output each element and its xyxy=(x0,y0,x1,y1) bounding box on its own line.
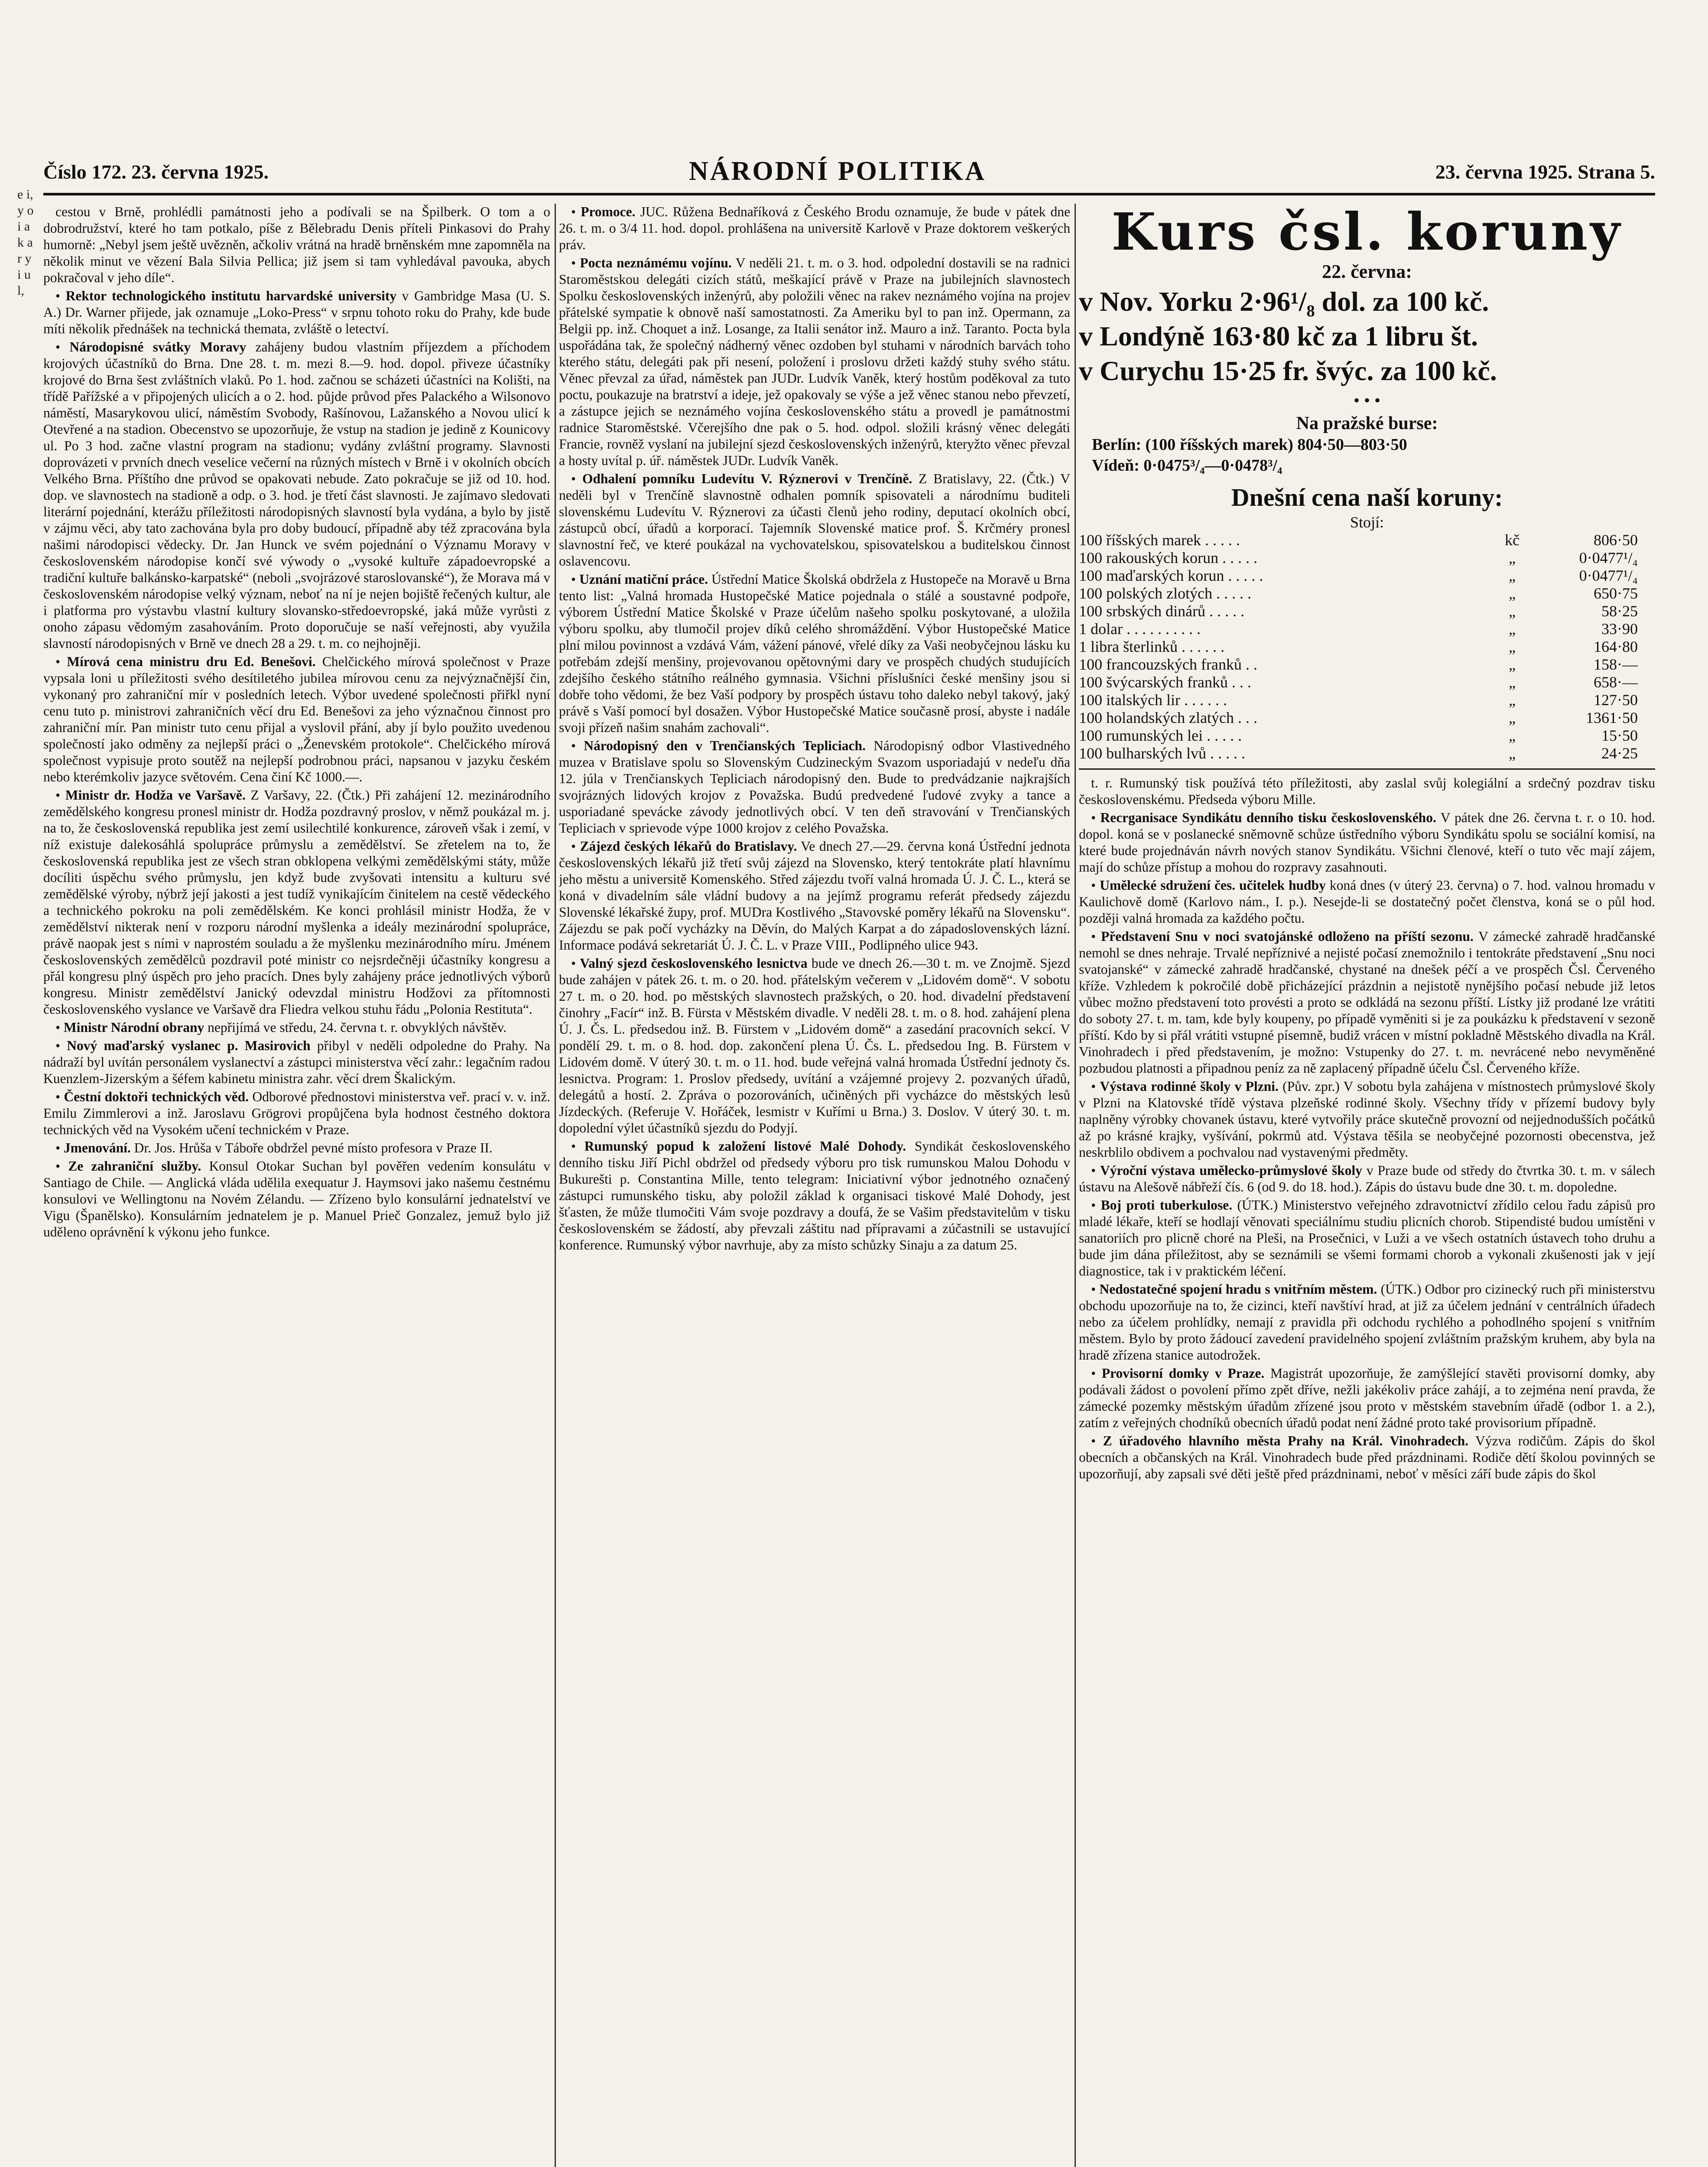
article: • Národopisný den v Trenčianských Tepliciach. Národopisný odbor Vlastivedného muzea v Bratislave spolu so Slovenským Cudzineckým Svazom usporiadajú v nedeľu dňa 12. júla v Trenčianskych Tepliciach národopisný den. Bude to predvádzanie najkrajších svojrázných lidových krojov z Považska. Budú predvedené ľudové zvyky a tance a usporiadané spevácke závody jednotlivých obcí. V ten deň stravování v Trenčianských Tepliciach v sprievode výpe 1000 krojov z celého Považska. xyxy=(559,738,1070,836)
rate-item: 100 polských zlotých . . . . . xyxy=(1079,585,1251,602)
column-3-articles xyxy=(1079,775,1655,1482)
article-body: cestou v Brně, prohlédli památnosti jeho a podívali se na Špilberk. O tom a o dobrodružství, které ho tam potkalo, píše z Bělebradu Denis příteli Pinkasovi do Prahy humorně: „Nebyl jsem ještě uvězněn, ačkoliv vrátná na hradě brněnském mne zapomněla na několik minut ve vězení Bala Silvia Pellica; již jsem si tam vyhledával pavouka, abych pokračoval v jeho díle“. xyxy=(43,204,550,285)
exchange-rate-date: 22. června: xyxy=(1322,261,1412,282)
article-headline: Zájezd českých lékařů do Bratislavy. xyxy=(580,839,797,854)
rate-item: 100 italských lir . . . . . . xyxy=(1079,691,1227,709)
article-headline: Boj proti tuberkulose. xyxy=(1101,1197,1232,1213)
article: • Čestní doktoři technických věd. Odborové přednostovi ministerstva veř. prací v. v. inž. Emilu Zimmlerovi a inž. Jaroslavu Grögrovi propůjčena byla hodnost čestného doktora technických věd na Vysokém učení technickém v Praze. xyxy=(43,1089,550,1137)
article-body: zahájeny budou vlastním příjezdem a příchodem krojových účastníků do Brna. Dne 28. t. m. mezi 8.—9. hod. dopol. přiveze účastníky krojové do Brna šest zvláštních vlaků. Po 1. hod. začnou se scházeti účastníci na Kolišti, na třídě Pařížské a v připojených ulicích a o 2. hod. půjde průvod přes Palackého a Wilsonovo náměstí, Masarykovou ulicí, náměstím Svobody, Rašínovou, Lažanského a Novou ulicí k Otevřené a na stadion. Obecenstvo se upozorňuje, že vstup na stadion je jedině z Kounicovy ul. Po 3 hod. začne vlastní program na stadionu; vydány zvláštní programy. Slavnosti doprovázeti v prvních dnech veselice večerní na různých místech v Brně i v okolních obcích Velkého Brna. Příštího dne průvod se opakovati nebude. Zato pokračuje se již od 10. hod. dop. ve slavnostech na stadioně a odp. o 3. hod. je třetí část slavnosti. Je zajímavo sledovati literární pojednání, kterážu příležitosti národopisných slavností byla vydána, a bylo by jistě v zájmu věci, aby tato zachována byla pro doby budoucí, případně aby též zpracována byla našimi národopisci vědecky. Dr. Jan Hunck ve svém pojednání o Významu Moravy v československém národopise končí své výwody o „vysoké kultuře západoevropské a tradiční kultuře balkánsko-karpatské“ (neboli „svojrázové staroslovanské“), že Morava má v československém národopise velký význam, neboť na ní je nejen bojiště řečených kultur, ale i platforma pro výstavbu vlastní kultury slovansko-středoevropské, jaká může vyrůsti z onoho zápasu vědomým zasahováním. Proto doporučuje se naší veřejnosti, aby využila slavností národopisných v Brně ve dnech 28 a 29. t. m. co nejhojněji. xyxy=(43,339,550,651)
article-body: Magistrát upozorňuje, že zamýšlející stavěti provisorní domky, aby podávali žádost o povolení přímo zpět dříve, nežli jakékoliv práce zahájí, a to zejména není pravda, že zámecké pozemky městským úřadům zřízené jsou proto v městském stavebním úřadě (odbor 1. a 2.), zatím z veřejných chodníků obecních úřadů podat není žádné proto také provisorium případně. xyxy=(1079,1366,1655,1430)
rate-unit: „ xyxy=(1509,674,1516,691)
rate-value: 33·90 xyxy=(1601,620,1638,638)
rate-unit: kč xyxy=(1505,531,1520,549)
rate-item: 100 rumunských lei . . . . . xyxy=(1079,727,1242,744)
article: • Národopisné svátky Moravy zahájeny budou vlastním příjezdem a příchodem krojových účastníků do Brna. Dne 28. t. m. mezi 8.—9. hod. dopol. přiveze účastníky krojové do Brna šest zvláštních vlaků. Po 1. hod. začnou se scházeti účastníci na Kolišti, na třídě Pařížské a v připojených ulicích a o 2. hod. půjde průvod přes Palackého a Wilsonovo náměstí, Masarykovou ulicí, náměstím Svobody, Rašínovou, Lažanského a Novou ulicí k Otevřené a na stadion. Obecenstvo se upozorňuje, že vstup na stadion je jedině z Kounicovy ul. Po 3 hod. začne vlastní program na stadionu; vydány zvláštní programy. Slavnosti doprovázeti v prvních dnech veselice večerní na různých místech v Brně i v okolních obcích Velkého Brna. Příštího dne průvod se opakovati nebude. Zato pokračuje se již od 10. hod. dop. ve slavnostech na stadioně a odp. o 3. hod. je třetí část slavnosti. Je zajímavo sledovati literární pojednání, kterážu příležitosti národopisných slavností byla vydána, a bylo by jistě v zájmu věci, aby tato zachována byla pro doby budoucí, případně aby též zpracována byla našimi národopisci vědecky. Dr. Jan Hunck ve svém pojednání o Významu Moravy v československém národopise končí své výwody o „vysoké kultuře západoevropské a tradiční kultuře balkánsko-karpatské“ (neboli „svojrázové staroslovanské“), že Morava má v československém národopise velký význam, neboť na ní je nejen bojiště řečených kultur, ale i platforma pro výstavbu vlastní kultury slovansko-středoevropské, jaká může vyrůsti z onoho zápasu vědomým zasahováním. Proto doporučuje se naší veřejnosti, aby využila slavností národopisných v Brně ve dnech 28 a 29. t. m. co nejhojněji. xyxy=(43,339,550,651)
article-body: v Praze bude od středy do čtvrtka 30. t. m. v sálech ústavu na Alešově nábřeží čís. 6 (od 9. do 18. hod.). Zápis do ústavu bude dne 30. t. m. dopoledne. xyxy=(1079,1163,1655,1194)
article-headline: Rektor technologického institutu harvardské university xyxy=(65,288,397,303)
article-body: Výzva rodičům. Zápis do škol obecních a občanských na Král. Vinohradech bude před prázdninami. Rodiče dětí školou povinných se upozorňují, aby zapsali své děti ještě před prázdninami, neboť v měsíci září bude zápis do škol xyxy=(1079,1433,1655,1481)
rate-item: 1 libra šterlinků . . . . . . xyxy=(1079,638,1224,655)
article: • Ministr Národní obrany nepřijímá ve středu, 24. června t. r. obvyklých návštěv. xyxy=(55,1020,507,1035)
article-headline: Nový maďarský vyslanec p. Masirovich xyxy=(67,1038,311,1053)
rate-value: 164·80 xyxy=(1594,638,1638,655)
article: • Uznání matiční práce. Ústřední Matice Školská obdržela z Hustopeče na Moravě u Brna tento list: „Valná hromada Hustopečské Matice pojednala o stálé a soustavné podpoře, výborem Ústřední Matice Školské v Praze účelům našeho spolku poskytované, a uložila výboru spolku, aby tlumočil projev díků celého shromáždění. Výbor Hustopečské Matice plní milou povinnost a vzdává Vám, vážení pánové, vřelé díky za Vaši neobyčejnou lásku ku potřebám zdejší menšiny, projevovanou opětovnými dary ve prospěch chudých studujících zdejšího českého státního reálného gymnasia. Všichni příslušníci české menšiny jsou si dobře toho vědomi, že bez Vaší podpory by prospěch ústavu toho daleko nebyl takový, jaký právě s Vaší pomocí byl dosažen. Výbor Hustopečské Matice současně prosí, abyste i nadále svoji přízeň našim snahám zachovali“. xyxy=(559,572,1070,735)
article: • Mírová cena ministru dru Ed. Benešovi. Chelčického mírová společnost v Praze vypsala loni u příležitosti svého desítiletého jubilea mírovou cenu za nejvýznačnější čin, vykonaný pro zahraniční mír v posledních letech. Výbor uvedené společnosti přiřkl nyní cenu tuto p. ministrovi zahraničních věcí dru Ed. Benešovi za jeho význačnou činnost pro zahraniční mír. Pan ministr tuto cenu přijal a vyslovil přání, aby jí bylo použito uvedenou společností jako odměny za nejlepší práci o „Ženevském protokole“. Chelčického mírová společnost vypisuje proto soutěž na nejlepší podrobnou práci, napsanou v jazyku českém nebo kterémkoliv jazyce světovém. Cena činí Kč 1000.—. xyxy=(43,654,550,784)
rate-unit: „ xyxy=(1509,549,1516,566)
rate-item: 100 bulharských lvů . . . . . xyxy=(1079,745,1245,762)
article: • Valný sjezd československého lesnictva bude ve dnech 26.—30 t. m. ve Znojmě. Sjezd bude zahájen v pátek 26. t. m. o 20. hod. přátelským večerem v „Lidovém domě“. V sobotu 27 t. m. o 20. hod. po městských slavnostech pražských, o 20. hod. divadelní představení činohry „Facír“ inž. B. Fürsta v Městském divadle. V neděli 28. t. m. o 8. hod. zahájení plena Ú. J. Čs. L. předsedou inž. B. Fürstem v „Lidovém domě“ a zasedání pracovních sekcí. V pondělí 29. t. m. o 8. hod. dop. zakončení plena Ú. Čs. L. předsedou Ing. B. Fürstem v Lidovém domě. V úterý 30. t. m. o 11. hod. bude veřejná valná hromada Ústřední jednoty čs. lesnictva. Program: 1. Proslov předsedy, uvítání a vzájemné projevy 2. pozvaných úřadů, delegátů a hostí. 2. Zpráva o pozorováních, učiněných při vycházce do městských lesů Jízdeckých. (Referuje V. Hořáček, lesmistr v Kuřími u Brna.) 3. Doslov. V úterý 30. t. m. dopolední výlet účastníků sjezdu do Podyjí. xyxy=(559,956,1070,1136)
rate-row xyxy=(1079,727,1655,745)
article-headline: Pocta neznámému vojínu. xyxy=(580,255,732,270)
article-headline: Ze zahraniční služby. xyxy=(68,1158,201,1174)
rate-unit: „ xyxy=(1509,585,1516,602)
article-body: Národopisný odbor Vlastivedného muzea v Bratislave spolu so Slovenským Cudzineckým Svazom usporiadajú v nedeľu dňa 12. júla v Trenčianskych Tepliciach národopisný den. Bude to predvádzanie najkrajších svojrázných lidových krojov z Považska. Budú predvedené ľudové zvyky a tance a usporiadané spevácke závody jednotlivých obcí. V ten deň stravování v Trenčianských Tepliciach v sprievode výpe 1000 krojov z celého Považska. xyxy=(559,738,1070,836)
rate-row xyxy=(1079,656,1655,674)
burse-vienna: Vídeň: 0·0475³/₄—0·0478³/₄ xyxy=(1092,456,1283,475)
header-rule xyxy=(43,193,1655,195)
article-body: přibyl v neděli odpoledne do Prahy. Na nádraží byl uvítán personálem vyslanectví a zástupci ministerstva věcí zahr.: legačním radou Kuenzlem-Jizerským a šéfem kabinetu ministra zahr. věcí drem Škalickým. xyxy=(43,1038,550,1086)
column-2 xyxy=(559,204,1070,2167)
article-body: Dr. Jos. Hrůša v Táboře obdržel pevné místo profesora v Praze II. xyxy=(134,1140,493,1155)
article-headline: Jmenování. xyxy=(63,1140,131,1155)
article: • Představení Snu v noci svatojánské odloženo na příští sezonu. V zámecké zahradě hradčanské nemohl se dnes nehraje. Trvalé nepříznivé a nejisté počasí znemožnilo i tentokráte představení „Snu noci svatojanské“ v zámecké zahradě hradčanské, chystané na dnešek péčí a ve prospěch Čsl. Červeného kříže. Vzhledem k pokročilé době přicházející prázdnin a nejistotě nynějšího počasí nebude již letos vůbec možno představení toto provésti a proto se odkládá na sezonu příští. Lístky již prodané lze vrátiti do soboty 27. t. m. tam, kde byly koupeny, po případě vyměniti si je za poukázku k představení v sezoně příští. Kdo by si přál vrátiti vstupné písemně, budiž vrácen v místní pokladně Městského divadla na Král. Vinohradech i před představením, je možno: Vstupenky do 27. t. m. nevrácené nebo nevyměněné pozbudou platnosti a připadnou peníz za ně zaplacený případně účelu Čsl. Červeného kříže. xyxy=(1079,929,1655,1076)
rate-row xyxy=(1079,531,1655,549)
separator-dots: • • • xyxy=(1353,390,1380,410)
article-headline: Národopisné svátky Moravy xyxy=(69,339,247,355)
article-headline: Národopisný den v Trenčianských Tepliciach. xyxy=(584,738,866,753)
article-headline: Mírová cena ministru dru Ed. Benešovi. xyxy=(67,654,316,669)
article-body: nepřijímá ve středu, 24. června t. r. obvyklých návštěv. xyxy=(208,1020,507,1035)
rate-row xyxy=(1079,745,1655,762)
rate-row xyxy=(1079,602,1655,620)
section-rule xyxy=(1079,768,1655,770)
rate-zurich: v Curychu 15·25 fr. švýc. za 100 kč. xyxy=(1079,355,1497,386)
currency-rates-table xyxy=(1079,531,1655,762)
article-body: Chelčického mírová společnost v Praze vypsala loni u příležitosti svého desítiletého jubilea mírovou cenu za nejvýznačnější čin, vykonaný pro zahraniční mír v posledních letech. Výbor uvedené společnosti přiřkl nyní cenu tuto p. ministrovi zahraničních věcí dru Ed. Benešovi za jeho význačnou činnost pro zahraniční mír. Pan ministr tuto cenu přijal a vyslovil přání, aby jí bylo použito uvedenou společností jako odměny za nejlepší práci o „Ženevském protokole“. Chelčického mírová společnost vypisuje proto soutěž na nejlepší podrobnou práci, napsanou v jazyku českém nebo kterémkoliv jazyce světovém. Cena činí Kč 1000.—. xyxy=(43,654,550,784)
rate-value: 58·25 xyxy=(1601,602,1638,620)
rate-item: 100 maďarských korun . . . . . xyxy=(1079,567,1263,584)
rate-row xyxy=(1079,620,1655,638)
article-headline: Promoce. xyxy=(581,204,636,219)
article: • Rektor technologického institutu harvardské university v Gambridge Masa (U. S. A.) Dr. Warner přijede, jak oznamuje „Loko-Press“ v srpnu tohoto roku do Prahy, kde bude míti několik přednášek na technická themata, zvláště o letectví. xyxy=(43,288,550,336)
article: • Promoce. JUC. Růžena Bednaříková z Českého Brodu oznamuje, že bude v pátek dne 26. t. m. o 3/4 11. hod. dopol. prohlášena na universitě Karlově v Praze doktorem veškerých práv. xyxy=(559,204,1070,252)
koruna-price-heading: Dnešní cena naší koruny: xyxy=(1231,483,1503,511)
newspaper-page xyxy=(17,0,1698,2167)
article-headline: Uznání matiční práce. xyxy=(579,572,708,587)
article-headline: Z úřadového hlavního města Prahy na Král. Vinohradech. xyxy=(1103,1433,1469,1448)
rate-unit: „ xyxy=(1509,602,1516,620)
column-divider xyxy=(1075,204,1076,2167)
rate-value: 24·25 xyxy=(1601,745,1638,762)
article: • Provisorní domky v Praze. Magistrát upozorňuje, že zamýšlející stavěti provisorní domky, aby podávali žádost o povolení přímo zpět dříve, nežli jakékoliv práce zahájí, a to zejména není pravda, že zámecké pozemky městským úřadům zřízené jsou proto v městském stavebním úřadě (odbor 1. a 2.), zatím z veřejných chodníků obecních úřadů podat není žádné proto také provisorium případně. xyxy=(1079,1366,1655,1430)
rate-london: v Londýně 163·80 kč za 1 libru št. xyxy=(1079,321,1478,351)
article-body: v Gambridge Masa (U. S. A.) Dr. Warner přijede, jak oznamuje „Loko-Press“ v srpnu tohoto roku do Prahy, kde bude míti několik přednášek na technická themata, zvláště o letectví. xyxy=(43,288,550,336)
rate-new-york: v Nov. Yorku 2·96¹/₈ dol. za 100 kč. xyxy=(1079,286,1489,317)
article: • Z úřadového hlavního města Prahy na Král. Vinohradech. Výzva rodičům. Zápis do škol obecních a občanských na Král. Vinohradech bude před prázdninami. Rodiče dětí školou povinných se upozorňují, aby zapsali své děti ještě před prázdninami, neboť v měsíci září bude zápis do škol xyxy=(1079,1433,1655,1481)
exchange-rate-title: Kurs čsl. koruny xyxy=(1111,204,1623,262)
article: • Ze zahraniční služby. Konsul Otokar Suchan byl pověřen vedením konsulátu v Santiago de Chile. — Anglická vláda udělila exequatur J. Haymsovi jako našemu čestnému konsulovi ve Wellingtonu na Novém Zélandu. — Zřízeno bylo konsulární jednatelství ve Vigu (Španělsko). Konsulárním jednatelem je p. Manuel Prieč Gonzalez, jemuž bylo již uděleno oprávnění k výkonu jeho funkce. xyxy=(43,1158,550,1240)
rate-value: 127·50 xyxy=(1594,691,1638,709)
rate-item: 100 švýcarských franků . . . xyxy=(1079,674,1251,691)
article-headline: Ministr Národní obrany xyxy=(63,1020,205,1035)
rate-unit: „ xyxy=(1509,727,1516,744)
rate-item: 1 dolar . . . . . . . . . . xyxy=(1079,620,1201,638)
article-body: Z Varšavy, 22. (Čtk.) Při zahájení 12. mezinárodního zemědělského kongresu pronesl ministr dr. Hodža pozdravný proslov, v němž poukázal m. j. na to, že československá republika jest zemí usilechtilé konkurence, zároveň však i zemí, v níž existuje dalekosáhlá spolupráce průmyslu a zemědělství. Se zřetelem na to, že československá republika jest ze všech stran obklopena velkými zemědělskými státy, může docíliti úspěchu svého průmyslu, jen když bude zvyšovati intensitu a kulturu své zemědělské výroby, nýbrž její jakosti a jest tudíž vynikajícím činitelem na cestě vědeckého a technického pokroku na poli zemědělském. Ke konci prohlásil ministr Hodža, že v zemědělství nikterak není v rozporu národní myšlenka a ideály mezinárodní spolupráce, právě naopak jest s ními v naprostém souladu a že myšlenku mezinárodního míru. Jménem československých zemědělců pozdravil poté ministr co nejsrdečněji účastníky kongresu a přál kongresu plný úspěch pro jeho pracích. Dnes byly zahájeny práce jednotlivých výborů kongresu. Ministr zemědělství Janický odevzdal ministru Hodžovi za přítomnosti československého vyslance ve Varšavě dra Fliedra velkou stuhu řádu „Polonia Restituta“. xyxy=(43,787,550,1017)
page-header xyxy=(43,156,1655,191)
article xyxy=(1079,775,1655,808)
rate-unit: „ xyxy=(1509,567,1516,584)
article-body: Ve dnech 27.—29. června koná Ústřední jednota československých lékařů již třetí svůj zájezd na Slovensko, který tentokráte platí hlavnímu jeho městu a universitě Komenského. Střed zájezdu tvoří valná hromada Ú. J. Č. L., která se koná v divadelním sále vládní budovy a na jejímž programu referát předsedy zájezdu Slovenské lékařské župy, prof. MUDra Kostlivého „Stavovské poměry lékařů na Slovensku“. Zájezdu se pak počí vycházky na Děvín, do Malých Karpat a do západoslovenských lázní. Informace podává sekretariát Ú. J. Č. L. v Praze VIII., Podlipného ulice 943. xyxy=(559,839,1070,953)
column-1 xyxy=(43,204,550,2167)
article-headline: Rumunský popud k založení listové Malé Dohody. xyxy=(584,1139,906,1154)
article-body: Konsul Otokar Suchan byl pověřen vedením konsulátu v Santiago de Chile. — Anglická vláda udělila exequatur J. Haymsovi jako našemu čestnému konsulovi ve Wellingtonu na Novém Zélandu. — Zřízeno bylo konsulární jednatelství ve Vigu (Španělsko). Konsulárním jednatelem je p. Manuel Prieč Gonzalez, jemuž bylo již uděleno oprávnění k výkonu jeho funkce. xyxy=(43,1158,550,1240)
article-headline: Recrganisace Syndikátu denního tisku československého. xyxy=(1100,810,1436,825)
article-body: V zámecké zahradě hradčanské nemohl se dnes nehraje. Trvalé nepříznivé a nejisté počasí znemožnilo i tentokráte představení „Snu noci svatojanské“ v zámecké zahradě hradčanské, chystané na dnešek péčí a ve prospěch Čsl. Červeného kříže. Vzhledem k pokročilé době přicházející prázdnin a nejistotě nynějšího počasí nebude již letos vůbec možno představení toto provésti a proto se odkládá na sezonu příští. Lístky již prodané lze vrátiti do soboty 27. t. m. tam, kde byly koupeny, po případě vyměniti si je za poukázku k představení v sezoně příští. Kdo by si přál vrátiti vstupné písemně, budiž vrácen v místní pokladně Městského divadla na Král. Vinohradech i před představením, je možno: Vstupenky do 27. t. m. nevrácené nebo nevyměněné pozbudou platnosti a připadnou peníz za ně zaplacený případně účelu Čsl. Červeného kříže. xyxy=(1079,929,1655,1076)
article-headline: Ministr dr. Hodža ve Varšavě. xyxy=(65,787,246,803)
article-headline: Výroční výstava umělecko-průmyslové školy xyxy=(1100,1163,1362,1178)
article-body: Ústřední Matice Školská obdržela z Hustopeče na Moravě u Brna tento list: „Valná hromada Hustopečské Matice pojednala o stálé a soustavné podpoře, výborem Ústřední Matice Školské v Praze účelům našeho spolku poskytované, a uložila výboru spolku, aby tlumočil projev díků celého shromáždění. Výbor Hustopečské Matice plní milou povinnost a vzdává Vám, vážení pánové, vřelé díky za Vaši neobyčejnou lásku ku potřebám zdejší menšiny, projevovanou opětovnými dary ve prospěch chudých studujících zdejšího českého státního reálného gymnasia. Všichni příslušníci české menšiny jsou si dobře toho vědomi, že bez Vaší podpory by prospěch ústavu toho daleko nebyl takový, jaký právě s Vaší pomocí byl dosažen. Výbor Hustopečské Matice současně prosí, abyste i nadále svoji přízeň našim snahám zachovali“. xyxy=(559,572,1070,735)
rate-item: 100 říšských marek . . . . . xyxy=(1079,531,1240,549)
rate-value: 650·75 xyxy=(1594,585,1638,602)
article-headline: Nedostatečné spojení hradu s vnitřním městem. xyxy=(1099,1282,1377,1297)
article: • Rumunský popud k založení listové Malé Dohody. Syndikát československého denního tisku Jiří Pichl obdržel od předsedy výboru pro tisk rumunskou Malou Dohodu v Bukurešti p. Constantina Mille, tento telegram: Iniciativní výbor jednotného označený zástupci rumunského tisku, aby položil základ k organisaci tiskové Malé Dohody, jest šťasten, že může tlumočiti Vám svoje pozdravy a doufá, že se Vašim představitelům v tisku československém se žádostí, aby převzali záštitu nad přípravami a zúčastnili se ustavující konference. Rumunský výbor navrhuje, aby za místo schůzky Sinaju a za datum 25. xyxy=(559,1139,1070,1253)
article: • Nový maďarský vyslanec p. Masirovich přibyl v neděli odpoledne do Prahy. Na nádraží byl uvítán personálem vyslanectví a zástupci ministerstva věcí zahr.: legačním radou Kuenzlem-Jizerským a šéfem kabinetu ministra zahr. věcí drem Škalickým. xyxy=(43,1038,550,1086)
article-body: Odborové přednostovi ministerstva veř. prací v. v. inž. Emilu Zimmlerovi a inž. Jaroslavu Grögrovi propůjčena byla hodnost čestného doktora technických věd na Vysokém učení technickém v Praze. xyxy=(43,1089,550,1137)
rate-item: 100 holandských zlatých . . . xyxy=(1079,709,1257,726)
article-headline: Čestní doktoři technických věd. xyxy=(64,1089,249,1104)
rate-row xyxy=(1079,567,1655,585)
issue-number: Číslo 172. 23. června 1925. xyxy=(43,161,269,183)
article-body: (Pův. zpr.) V sobotu byla zahájena v místnostech průmyslové školy v Plzni na Klatovské třídě výstava plzeňské rodinné školy. Všechny třídy v přízemí budovy byly naplněny výrobky chovanek ústavu, které vytvořily práce skutečně provozní od nejjednodušších počátků až po krásné krajky, vyšívání, pokrmů atd. Výstava těšila se neobyčejné pozornosti obecenstva, jež neskrblilo obdivem a pochvalou nad vystavenými předměty. xyxy=(1079,1079,1655,1160)
article-body: Syndikát československého denního tisku Jiří Pichl obdržel od předsedy výboru pro tisk rumunskou Malou Dohodu v Bukurešti p. Constantina Mille, tento telegram: Iniciativní výbor jednotného označený zástupci rumunského tisku, aby položil základ k organisaci tiskové Malé Dohody, jest šťasten, že může tlumočiti Vám svoje pozdravy a doufá, že se Vašim představitelům v tisku československém se žádostí, aby převzali záštitu nad přípravami a zúčastnili se ustavující konference. Rumunský výbor navrhuje, aby za místo schůzky Sinaju a za datum 25. xyxy=(559,1139,1070,1253)
rate-row xyxy=(1079,691,1655,709)
article-body: (ÚTK.) Ministerstvo veřejného zdravotnictví zřídilo celou řadu zápisů pro mladé lékaře, kteří se hodlají věnovati speciálnímu studiu plicních chorob. Stipendisté budou umístěni v sanatoriích pro plicně choré na Pleši, na Prosečnici, v Luži a ve všech ostatních ústavech toho druhu a bude jim dána příležitost, aby se seznámili se všemi formami chorob a vykonali zkušenosti jak v její diagnostice, tak i v praktickém léčení. xyxy=(1079,1197,1655,1279)
article-body: bude ve dnech 26.—30 t. m. ve Znojmě. Sjezd bude zahájen v pátek 26. t. m. o 20. hod. přátelským večerem v „Lidovém domě“. V sobotu 27 t. m. o 20. hod. po městských slavnostech pražských, o 20. hod. divadelní představení činohry „Facír“ inž. B. Fürsta v Městském divadle. V neděli 28. t. m. o 8. hod. zahájení plena Ú. J. Čs. L. předsedou inž. B. Fürstem v „Lidovém domě“ a zasedání pracovních sekcí. V pondělí 29. t. m. o 8. hod. dop. zakončení plena Ú. Čs. L. předsedou Ing. B. Fürstem v Lidovém domě. V úterý 30. t. m. o 11. hod. bude veřejná valná hromada Ústřední jednoty čs. lesnictva. Program: 1. Proslov předsedy, uvítání a vzájemné projevy 2. pozvaných úřadů, delegátů a hostí. 2. Zpráva o pozorováních, učiněných při vycházce do městských lesů Jízdeckých. (Referuje V. Hořáček, lesmistr v Kuřími u Brna.) 3. Doslov. V úterý 30. t. m. dopolední výlet účastníků sjezdu do Podyjí. xyxy=(559,956,1070,1136)
rate-value: 1361·50 xyxy=(1586,709,1638,726)
rate-unit: „ xyxy=(1509,620,1516,638)
article-body: (ÚTK.) Odbor pro cizinecký ruch při ministerstvu obchodu upozorňuje na to, že cizinci, kteří navštíví hrad, at již za účelem jednání v centrálních úřadech nebo za účelem prohlídky, nemají z pravidla při odchodu rychlého a pohodlného spojení s vnitřním městem. Bylo by proto žádoucí zavedení pravidelného spojení zvláštním pražským kruhem, aby byla na hradě zřízena stanice autodrožek. xyxy=(1079,1282,1655,1363)
article: • Nedostatečné spojení hradu s vnitřním městem. (ÚTK.) Odbor pro cizinecký ruch při ministerstvu obchodu upozorňuje na to, že cizinci, kteří navštíví hrad, at již za účelem jednání v centrálních úřadech nebo za účelem prohlídky, nemají z pravidla při odchodu rychlého a pohodlného spojení s vnitřním městem. Bylo by proto žádoucí zavedení pravidelného spojení zvláštním pražským kruhem, aby byla na hradě zřízena stanice autodrožek. xyxy=(1079,1282,1655,1363)
article: • Boj proti tuberkulose. (ÚTK.) Ministerstvo veřejného zdravotnictví zřídilo celou řadu zápisů pro mladé lékaře, kteří se hodlají věnovati speciálnímu studiu plicních chorob. Stipendisté budou umístěni v sanatoriích pro plicně choré na Pleši, na Prosečnici, v Luži a ve všech ostatních ústavech toho druhu a bude jim dána příležitost, aby se seznámili se všemi formami chorob a vykonali zkušenosti jak v její diagnostice, tak i v praktickém léčení. xyxy=(1079,1197,1655,1279)
article: • Výstava rodinné školy v Plzni. (Pův. zpr.) V sobotu byla zahájena v místnostech průmyslové školy v Plzni na Klatovské třídě výstava plzeňské rodinné školy. Všechny třídy v přízemí budovy byly naplněny výrobky chovanek ústavu, které vytvořily práce skutečně provozní od nejjednodušších počátků až po krásné krajky, vyšívání, pokrmů atd. Výstava těšila se neobyčejné pozornosti obecenstva, jež neskrblilo obdivem a pochvalou nad vystavenými předměty. xyxy=(1079,1079,1655,1160)
burse-heading: Na pražské burse: xyxy=(1296,413,1438,433)
rate-value: 15·50 xyxy=(1601,727,1638,744)
article: • Ministr dr. Hodža ve Varšavě. Z Varšavy, 22. (Čtk.) Při zahájení 12. mezinárodního zemědělského kongresu pronesl ministr dr. Hodža pozdravný proslov, v němž poukázal m. j. na to, že československá republika jest zemí usilechtilé konkurence, zároveň však i zemí, v níž existuje dalekosáhlá spolupráce průmyslu a zemědělství. Se zřetelem na to, že československá republika jest ze všech stran obklopena velkými zemědělskými státy, může docíliti úspěchu svého průmyslu, jen když bude zvyšovati intensitu a kulturu své zemědělské výroby, nýbrž její jakosti a jest tudíž vynikajícím činitelem na cestě vědeckého a technického pokroku na poli zemědělském. Ke konci prohlásil ministr Hodža, že v zemědělství nikterak není v rozporu národní myšlenka a ideály mezinárodní spolupráce, právě naopak jest s ními v naprostém souladu a že myšlenku mezinárodního míru. Jménem československých zemědělců pozdravil poté ministr co nejsrdečněji účastníky kongresu a přál kongresu plný úspěch pro jeho pracích. Dnes byly zahájeny práce jednotlivých výborů kongresu. Ministr zemědělství Janický odevzdal ministru Hodžovi za přítomnosti československého vyslance ve Varšavě dra Fliedra velkou stuhu řádu „Polonia Restituta“. xyxy=(43,787,550,1017)
article-body: V neděli 21. t. m. o 3. hod. odpolední dostavili se na radnici Staroměstskou delegáti cizích států, meškající právě v Praze na jubilejních slavnostech Spolku československých inženýrů, aby položili věnec na rakev neznámého vojína na projev přátelské sympatie k obnově naší samostatnosti. Za Ameriku byl to pan inž. Opermann, za Belgii pp. inž. Choquet a inž. Losange, za Italii senátor inž. Mauro a inž. Taranto. Pocta byla uspořádána tak, že společný nádherný věnec ozdoben byl stuhami v národních barvách toho kterého státu, delegáti pak při nesení, položení i proslovu držeti každý stuhy svého státu. Věnec převzal za úřad, náměstek pan JUDr. Ludvík Vaněk, který hostům poděkoval za tuto poctu, poukazuje na bratrství a ideje, jež opakovaly se výše a jež věnec stanou nebo převzetí, a zástupce jejich se neznámého vojína československého státu a provedl je památnostmi radnice Staroměstské. Včerejšího dne pak o 5. hod. odpol. složili krásný věnec delegáti Francie, rovněž vyslaní na jubilejní sjezd československých inženýrů, kteryžto věnec převzal a hosty uvítal p. úř. náměstek JUDr. Ludvík Vaněk. xyxy=(559,255,1070,468)
rate-unit: „ xyxy=(1509,691,1516,709)
article-body: koná dnes (v úterý 23. června) o 7. hod. valnou hromadu v Kaulichově domě (Karlovo nám., I. p.). Nesejde-li se dostatečný počet členstva, koná se o půl hod. později valná hromada za každého počtu. xyxy=(1079,878,1655,926)
costs-label: Stojí: xyxy=(1350,514,1384,531)
rate-item: 100 francouzských franků . . xyxy=(1079,656,1257,673)
rate-unit: „ xyxy=(1509,656,1516,673)
article-headline: Umělecké sdružení čes. učitelek hudby xyxy=(1100,878,1326,893)
rate-unit: „ xyxy=(1509,709,1516,726)
rate-value: 658·— xyxy=(1594,674,1638,691)
rate-item: 100 rakouských korun . . . . . xyxy=(1079,549,1257,566)
column-divider xyxy=(555,204,556,2167)
rate-row xyxy=(1079,638,1655,656)
rate-row xyxy=(1079,585,1655,602)
date-and-page: 23. června 1925. Strana 5. xyxy=(1435,161,1655,183)
article-body: t. r. Rumunský tisk používá této příležitosti, aby zaslal svůj kolegiální a srdečný pozdrav tisku československému. Předseda výboru Mille. xyxy=(1079,775,1655,807)
burse-berlin: Berlín: (100 říšských marek) 804·50—803·50 xyxy=(1092,436,1407,454)
rate-value: 0·0477¹/₄ xyxy=(1579,567,1638,584)
article: • Odhalení pomníku Ludevítu V. Rýznerovi v Trenčíně. Z Bratislavy, 22. (Čtk.) V neděli byl v Trenčíně slavnostně odhalen pomník spisovateli a národnímu buditeli slovenskému Ludevítu V. Rýznerovi za účasti členů jeho rodiny, deputací okolních obcí, zástupců obcí, úřadů a korporací. Tajemník Slovenské matice prof. Š. Krčméry pronesl slavnostní řeč, ve které poukázal na vychovatelskou, spisovatelskou a buditelskou činnost oslavencovu. xyxy=(559,471,1070,569)
article: • Zájezd českých lékařů do Bratislavy. Ve dnech 27.—29. června koná Ústřední jednota československých lékařů již třetí svůj zájezd na Slovensko, který tentokráte platí hlavnímu jeho městu a universitě Komenského. Střed zájezdu tvoří valná hromada Ú. J. Č. L., která se koná v divadelním sále vládní budovy a na jejímž programu referát předsedy zájezdu Slovenské lékařské župy, prof. MUDra Kostlivého „Stavovské poměry lékařů na Slovensku“. Zájezdu se pak počí vycházky na Děvín, do Malých Karpat a do západoslovenských lázní. Informace podává sekretariát Ú. J. Č. L. v Praze VIII., Podlipného ulice 943. xyxy=(559,839,1070,953)
rate-value: 158·— xyxy=(1594,656,1638,673)
article-headline: Provisorní domky v Praze. xyxy=(1101,1366,1265,1381)
article-headline: Představení Snu v noci svatojánské odloženo na příští sezonu. xyxy=(1101,929,1474,944)
article: • Recrganisace Syndikátu denního tisku československého. V pátek dne 26. června t. r. o 10. hod. dopol. koná se v poslanecké sněmovně schůze ústředního výboru Syndikátu spolu se sociální komisí, na které bude projednáván návrh nových stanov Syndikátu. Všichni členové, kteří o tuto věc mají zájem, mají do schůze přístup a mohou do rozpravy zasahnouti. xyxy=(1079,810,1655,875)
rate-value: 0·0477¹/₄ xyxy=(1579,549,1638,566)
article-body: V pátek dne 26. června t. r. o 10. hod. dopol. koná se v poslanecké sněmovně schůze ústředního výboru Syndikátu spolu se sociální komisí, na které bude projednáván návrh nových stanov Syndikátu. Všichni členové, kteří o tuto věc mají zájem, mají do schůze přístup a mohou do rozpravy zasahnouti. xyxy=(1079,810,1655,875)
article: • Jmenování. Dr. Jos. Hrůša v Táboře obdržel pevné místo profesora v Praze II. xyxy=(55,1140,493,1155)
article xyxy=(43,204,550,286)
rate-unit: „ xyxy=(1509,745,1516,762)
article-headline: Valný sjezd československého lesnictva xyxy=(580,956,808,971)
article-headline: Odhalení pomníku Ludevítu V. Rýznerovi v Trenčíně. xyxy=(582,471,912,486)
rate-row xyxy=(1079,549,1655,567)
rate-item: 100 srbských dinárů . . . . . xyxy=(1079,602,1244,620)
article-body: JUC. Růžena Bednaříková z Českého Brodu oznamuje, že bude v pátek dne 26. t. m. o 3/4 11. hod. dopol. prohlášena na universitě Karlově v Praze doktorem veškerých práv. xyxy=(559,204,1070,252)
exchange-rate-box xyxy=(1079,204,1655,770)
rate-row xyxy=(1079,674,1655,691)
rate-row xyxy=(1079,709,1655,727)
article-headline: Výstava rodinné školy v Plzni. xyxy=(1100,1079,1279,1094)
rate-unit: „ xyxy=(1509,638,1516,655)
previous-page-edge-text: e i, y o i a k a r y i u l, xyxy=(17,187,34,298)
rate-value: 806·50 xyxy=(1594,531,1638,549)
article: • Umělecké sdružení čes. učitelek hudby koná dnes (v úterý 23. června) o 7. hod. valnou hromadu v Kaulichově domě (Karlovo nám., I. p.). Nesejde-li se dostatečný počet členstva, koná se o půl hod. později valná hromada za každého počtu. xyxy=(1079,878,1655,926)
newspaper-title: NÁRODNÍ POLITIKA xyxy=(689,156,986,186)
article-body: Z Bratislavy, 22. (Čtk.) V neděli byl v Trenčíně slavnostně odhalen pomník spisovateli a národnímu buditeli slovenskému Ludevítu V. Rýznerovi za účasti členů jeho rodiny, deputací okolních obcí, zástupců obcí, úřadů a korporací. Tajemník Slovenské matice prof. Š. Krčméry pronesl slavnostní řeč, ve které poukázal na vychovatelskou, spisovatelskou a buditelskou činnost oslavencovu. xyxy=(559,471,1070,569)
column-3 xyxy=(1079,204,1655,2167)
article: • Výroční výstava umělecko-průmyslové školy v Praze bude od středy do čtvrtka 30. t. m. v sálech ústavu na Alešově nábřeží čís. 6 (od 9. do 18. hod.). Zápis do ústavu bude dne 30. t. m. dopoledne. xyxy=(1079,1163,1655,1194)
article: • Pocta neznámému vojínu. V neděli 21. t. m. o 3. hod. odpolední dostavili se na radnici Staroměstskou delegáti cizích států, meškající právě v Praze na jubilejních slavnostech Spolku československých inženýrů, aby položili věnec na rakev neznámého vojína na projev přátelské sympatie k obnově naší samostatnosti. Za Ameriku byl to pan inž. Opermann, za Belgii pp. inž. Choquet a inž. Losange, za Italii senátor inž. Mauro a inž. Taranto. Pocta byla uspořádána tak, že společný nádherný věnec ozdoben byl stuhami v národních barvách toho kterého státu, delegáti pak při nesení, položení i proslovu držeti každý stuhy svého státu. Věnec převzal za úřad, náměstek pan JUDr. Ludvík Vaněk, který hostům poděkoval za tuto poctu, poukazuje na bratrství a ideje, jež opakovaly se výše a jež věnec stanou nebo převzetí, a zástupce jejich se neznámého vojína československého státu a provedl je památnostmi radnice Staroměstské. Včerejšího dne pak o 5. hod. odpol. složili krásný věnec delegáti Francie, rovněž vyslaní na jubilejní sjezd československých inženýrů, kteryžto věnec převzal a hosty uvítal p. úř. náměstek JUDr. Ludvík Vaněk. xyxy=(559,255,1070,468)
